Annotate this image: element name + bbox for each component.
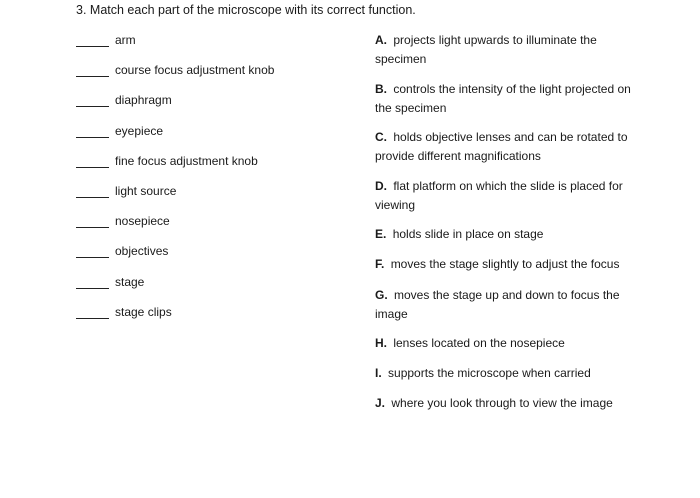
term-label: stage [115, 274, 145, 289]
term-row [76, 244, 366, 274]
answer-blank[interactable] [76, 124, 109, 138]
answer-blank[interactable] [76, 305, 109, 319]
term-row [76, 154, 366, 184]
term-row [76, 184, 366, 214]
term-label: nosepiece [115, 214, 170, 229]
term-label: objectives [115, 244, 169, 259]
answer-blank[interactable] [76, 184, 109, 198]
function-item-f [375, 255, 645, 274]
function-item-i [375, 364, 645, 383]
function-letter: A. [375, 33, 387, 47]
answer-blank[interactable] [76, 154, 109, 168]
term-label: fine focus adjustment knob [115, 153, 258, 168]
function-text: flat platform on which the slide is placed for viewing [375, 179, 623, 212]
function-text: moves the stage slightly to adjust the focus [390, 257, 620, 271]
function-item-e [375, 225, 645, 244]
function-text: holds slide in place on stage [392, 227, 544, 241]
function-item-h [375, 334, 645, 353]
function-item-d [375, 177, 645, 214]
function-item-a [375, 31, 645, 68]
term-label: stage clips [115, 304, 172, 319]
function-item-b [375, 80, 645, 117]
function-text: projects light upwards to illuminate the specimen [375, 33, 597, 66]
term-row [76, 33, 366, 63]
function-letter: B. [375, 82, 387, 96]
function-text: moves the stage up and down to focus the image [375, 288, 620, 321]
question-prompt [76, 3, 416, 17]
answer-blank[interactable] [76, 214, 109, 228]
term-label: light source [115, 183, 177, 198]
terms-list [76, 33, 366, 335]
function-letter: H. [375, 336, 387, 350]
function-text: lenses located on the nosepiece [393, 336, 565, 350]
function-letter: G. [375, 288, 388, 302]
function-letter: I. [375, 366, 382, 380]
function-letter: F. [375, 257, 385, 271]
question-text: Match each part of the microscope with its correct function. [89, 3, 416, 17]
function-item-g [375, 286, 645, 323]
term-row [76, 124, 366, 154]
function-letter: C. [375, 130, 387, 144]
term-row [76, 93, 366, 123]
term-label: eyepiece [115, 123, 164, 138]
term-label: arm [115, 33, 136, 47]
function-item-c [375, 128, 645, 165]
function-text: where you look through to view the image [391, 396, 613, 410]
function-text: holds objective lenses and can be rotated to provide different magnifications [375, 130, 628, 163]
answer-blank[interactable] [76, 33, 109, 47]
answer-blank[interactable] [76, 63, 109, 77]
function-letter: E. [375, 227, 387, 241]
term-row [76, 63, 366, 93]
function-text: controls the intensity of the light projected on the specimen [375, 82, 631, 115]
answer-blank[interactable] [76, 93, 109, 107]
term-row [76, 214, 366, 244]
function-item-j [375, 394, 645, 413]
answer-blank[interactable] [76, 275, 109, 289]
term-row [76, 305, 366, 335]
question-number: 3. [76, 3, 87, 17]
term-label: course focus adjustment knob [115, 63, 275, 78]
answer-blank[interactable] [76, 244, 109, 258]
function-letter: J. [375, 396, 386, 410]
term-label: diaphragm [115, 93, 172, 108]
function-letter: D. [375, 179, 387, 193]
term-row [76, 275, 366, 305]
function-text: supports the microscope when carried [388, 366, 591, 380]
